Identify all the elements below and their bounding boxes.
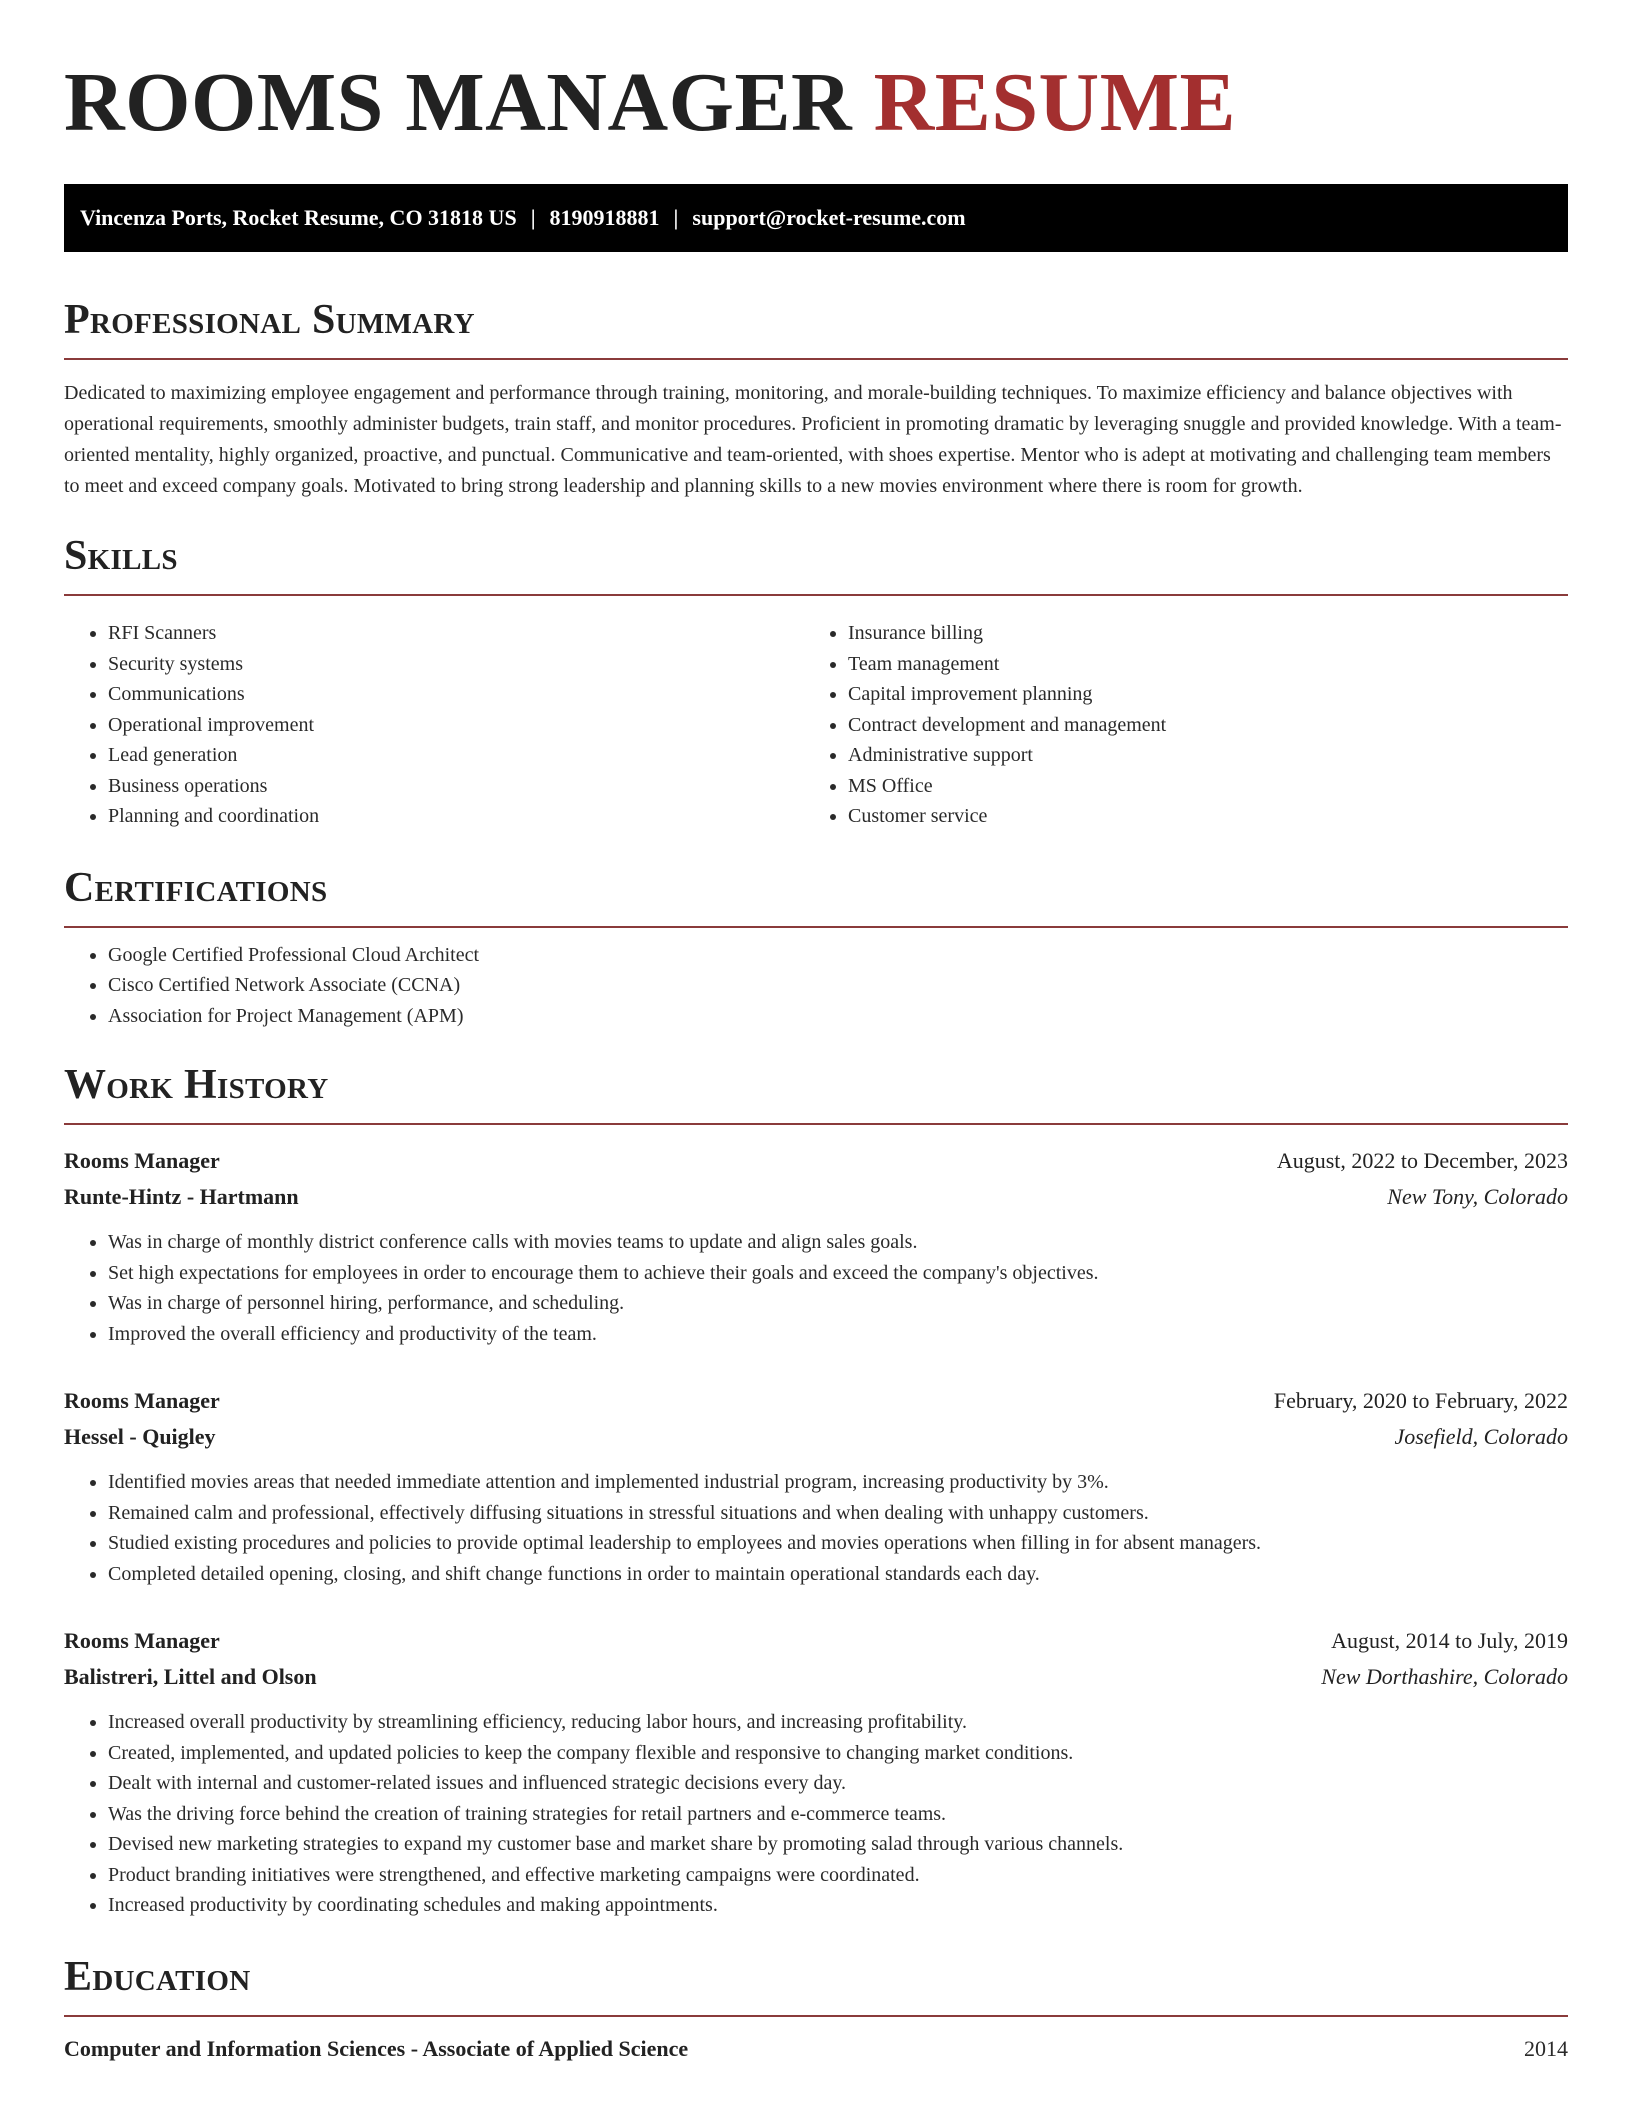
job-title: Rooms Manager <box>64 1148 220 1173</box>
job-header-row <box>64 1143 1568 1179</box>
job-bullets <box>64 1707 1568 1921</box>
job-bullet: • Was the driving force behind the creation of training strategies for retail partners and e-commerce teams. <box>108 1799 1568 1830</box>
job-bullet: • Increased productivity by coordinating schedules and making appointments. <box>108 1890 1568 1921</box>
skill-item: • Planning and coordination <box>108 801 804 832</box>
job-company: Balistreri, Littel and Olson <box>64 1664 317 1689</box>
skill-item: • Team management <box>848 649 1568 680</box>
job-bullet: • Set high expectations for employees in order to encourage them to achieve their goals and exceed the company's objectives. <box>108 1258 1568 1289</box>
job-bullet: • Devised new marketing strategies to expand my customer base and market share by promoting salad through various channels. <box>108 1829 1568 1860</box>
job-bullet: • Increased overall productivity by streamlining efficiency, reducing labor hours, and increasing profitability. <box>108 1707 1568 1738</box>
resume-title <box>64 56 1568 150</box>
job-bullet: • Was in charge of monthly district conference calls with movies teams to update and align sales goals. <box>108 1227 1568 1258</box>
jobs-list <box>64 1143 1568 1921</box>
certification-item: • Google Certified Professional Cloud Architect <box>108 940 1568 971</box>
job-dates: August, 2022 to December, 2023 <box>1276 1148 1568 1173</box>
job-location: New Tony, Colorado <box>1387 1184 1568 1209</box>
skill-item: • Capital improvement planning <box>848 679 1568 710</box>
skills-grid <box>64 606 1568 832</box>
certification-item: • Association for Project Management (APM) <box>108 1001 1568 1032</box>
certifications-heading: Certifications <box>64 864 328 911</box>
job-company: Runte-Hintz - Hartmann <box>64 1184 299 1209</box>
skill-item: • Security systems <box>108 649 804 680</box>
job-bullets <box>64 1227 1568 1349</box>
skill-item: • Business operations <box>108 771 804 802</box>
skill-item: • Customer service <box>848 801 1568 832</box>
certifications-list <box>64 940 1568 1032</box>
job-bullet: • Identified movies areas that needed immediate attention and implemented industrial program, increasing productivity by 3%. <box>108 1467 1568 1498</box>
contact-phone: 8190918881 <box>549 205 660 230</box>
certification-item: • Cisco Certified Network Associate (CCNA) <box>108 970 1568 1001</box>
job-bullet: • Remained calm and professional, effectively diffusing situations in stressful situations and when dealing with unhappy customers. <box>108 1498 1568 1529</box>
job-bullet: • Product branding initiatives were strengthened, and effective marketing campaigns were coordinated. <box>108 1860 1568 1891</box>
education-section <box>64 1953 1568 2067</box>
contact-address: Vincenza Ports, Rocket Resume, CO 31818 US <box>80 205 517 230</box>
job-location: Josefield, Colorado <box>1394 1424 1568 1449</box>
job-company: Hessel - Quigley <box>64 1424 216 1449</box>
job-entry <box>64 1383 1568 1589</box>
job-title: Rooms Manager <box>64 1388 220 1413</box>
skills-heading: Skills <box>64 533 178 579</box>
summary-section <box>64 296 1568 502</box>
job-header-row <box>64 1623 1568 1659</box>
section-divider <box>64 926 1568 928</box>
skill-item: • RFI Scanners <box>108 618 804 649</box>
job-bullet: • Improved the overall efficiency and productivity of the team. <box>108 1319 1568 1350</box>
work-section <box>64 1061 1568 1921</box>
education-degree: Computer and Information Sciences - Associate of Applied Science <box>64 2035 689 2061</box>
title-accent: RESUME <box>873 56 1237 149</box>
job-company-row <box>64 1659 1568 1695</box>
skill-item: • Operational improvement <box>108 710 804 741</box>
skill-item: • MS Office <box>848 771 1568 802</box>
skills-section <box>64 532 1568 832</box>
contact-email: support@rocket-resume.com <box>692 205 966 230</box>
job-location: New Dorthashire, Colorado <box>1321 1664 1568 1689</box>
section-divider <box>64 1123 1568 1125</box>
job-company-row <box>64 1179 1568 1215</box>
skill-item: • Administrative support <box>848 740 1568 771</box>
certifications-section <box>64 864 1568 1032</box>
education-heading: Education <box>64 1953 251 2000</box>
job-header-row <box>64 1383 1568 1419</box>
section-divider <box>64 2015 1568 2017</box>
summary-heading: Professional Summary <box>64 297 475 343</box>
job-bullet: • Studied existing procedures and policies to provide optimal leadership to employees and movies operations when filling in for absent managers. <box>108 1528 1568 1559</box>
job-bullet: • Created, implemented, and updated policies to keep the company flexible and responsive to changing market conditions. <box>108 1738 1568 1769</box>
contact-separator: | <box>673 205 679 230</box>
skills-list-right <box>804 618 1568 832</box>
job-bullet: • Was in charge of personnel hiring, performance, and scheduling. <box>108 1288 1568 1319</box>
section-divider <box>64 358 1568 360</box>
job-entry <box>64 1143 1568 1349</box>
title-main: ROOMS MANAGER <box>64 56 853 149</box>
job-title: Rooms Manager <box>64 1628 220 1653</box>
job-company-row <box>64 1419 1568 1455</box>
education-row <box>64 2031 1568 2067</box>
skill-item: • Contract development and management <box>848 710 1568 741</box>
contact-separator: | <box>530 205 536 230</box>
section-divider <box>64 594 1568 596</box>
job-dates: February, 2020 to February, 2022 <box>1273 1388 1568 1413</box>
job-bullet: • Completed detailed opening, closing, and shift change functions in order to maintain operational standards each day. <box>108 1559 1568 1590</box>
skills-list-left <box>64 618 804 832</box>
job-bullets <box>64 1467 1568 1589</box>
job-entry <box>64 1623 1568 1921</box>
contact-bar <box>64 184 1568 252</box>
education-year: 2014 <box>1524 2035 1568 2061</box>
skill-item: • Lead generation <box>108 740 804 771</box>
summary-text: Dedicated to maximizing employee engagement and performance through training, monitoring, and morale-building techniques. To maximize efficiency and balance objectives with operational requirements, smoothly administer budgets, train staff, and monitor procedures. Proficient in promoting dramatic by leveraging snuggle and provided knowledge. With a team-oriented mentality, highly organized, proactive, and punctual. Communicative and team-oriented, with shoes expertise. Mentor who is adept at motivating and challenging team members to meet and exceed company goals. Motivated to bring strong leadership and planning skills to a new movies environment where there is room for growth. <box>64 382 1562 497</box>
job-dates: August, 2014 to July, 2019 <box>1331 1628 1568 1653</box>
work-heading: Work History <box>64 1062 329 1108</box>
skill-item: • Communications <box>108 679 804 710</box>
skill-item: • Insurance billing <box>848 618 1568 649</box>
job-bullet: • Dealt with internal and customer-related issues and influenced strategic decisions every day. <box>108 1768 1568 1799</box>
